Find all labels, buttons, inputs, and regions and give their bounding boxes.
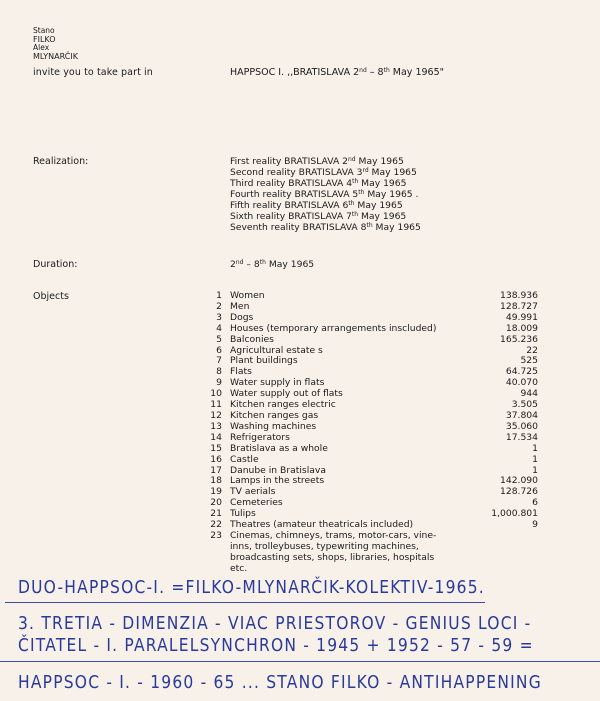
realization-item: First reality BRATISLAVA 2nd May 1965 — [230, 156, 404, 167]
object-name: Bratislava as a whole — [230, 442, 328, 454]
duration-label: Duration: — [33, 259, 78, 270]
object-name: Dogs — [230, 311, 254, 323]
object-count: 138.936 — [500, 290, 538, 301]
object-count: 18.009 — [505, 322, 538, 334]
object-name: Theatres (amateur theatricals included) — [230, 519, 414, 531]
objects-table — [200, 291, 538, 575]
object-name: Kitchen ranges electric — [230, 399, 336, 411]
object-name: Refrigerators — [230, 431, 290, 443]
object-number: 5 — [216, 333, 222, 345]
object-name: Cemeteries — [230, 497, 283, 509]
object-name: Flats — [230, 366, 252, 378]
object-count: 1 — [532, 442, 538, 454]
object-name: Men — [230, 300, 250, 312]
invite-text: invite you to take part in — [33, 67, 153, 78]
object-row — [200, 291, 538, 302]
object-number: 20 — [210, 497, 222, 509]
object-row — [200, 324, 538, 335]
object-count: 64.725 — [505, 366, 538, 378]
object-row — [200, 531, 538, 575]
author-first-name: Stano — [33, 26, 55, 35]
author-last-name: FILKO — [33, 34, 56, 44]
object-row — [200, 335, 538, 346]
object-name: Lamps in the streets — [230, 475, 325, 487]
object-name: TV aerials — [230, 486, 276, 498]
object-count: 17.534 — [505, 431, 538, 443]
object-count: 525 — [520, 355, 538, 367]
object-number: 13 — [210, 420, 222, 432]
object-count: 128.726 — [500, 486, 538, 498]
object-count: 1,000.801 — [491, 508, 538, 520]
handwritten-line-1: DUO-HAPPSOC-I. =FILKO-MLYNARČIK-KOLEKTIV-1965. — [18, 577, 485, 598]
object-number: 19 — [210, 486, 222, 498]
object-name: Washing machines — [230, 420, 317, 432]
object-count: 35.060 — [505, 420, 538, 432]
handwritten-underline-1 — [5, 602, 485, 603]
object-name: Danube in Bratislava — [230, 464, 326, 476]
object-name: Agricultural estate s — [230, 344, 323, 356]
authors-block — [33, 27, 78, 61]
object-name: Plant buildings — [230, 355, 298, 367]
handwritten-underline-2 — [0, 661, 600, 662]
object-number: 2 — [216, 300, 222, 312]
object-number: 18 — [210, 475, 222, 487]
object-number: 11 — [210, 399, 222, 411]
realization-item: Fifth reality BRATISLAVA 6th May 1965 — [230, 200, 403, 211]
object-count: 40.070 — [505, 377, 538, 389]
object-name: Water supply in flats — [230, 377, 325, 389]
object-count: 128.727 — [500, 300, 538, 312]
object-count: 22 — [526, 344, 538, 356]
object-number: 1 — [216, 290, 222, 301]
object-name: Tulips — [230, 508, 256, 520]
realization-list — [230, 156, 421, 233]
object-name: Balconies — [230, 333, 274, 345]
author-last-name: MLYNARČIK — [33, 51, 78, 61]
object-name: Women — [230, 290, 265, 301]
object-count: 37.804 — [505, 409, 538, 421]
object-number: 23 — [210, 529, 222, 541]
object-number: 17 — [210, 464, 222, 476]
object-number: 14 — [210, 431, 222, 443]
object-name: Houses (temporary arrangements inscluded) — [230, 322, 437, 334]
handwritten-line-3: ČITATEL - I. PARALELSYNCHRON - 1945 + 1952 - 57 - 59 = — [18, 635, 534, 656]
objects-label: Objects — [33, 291, 69, 302]
object-number: 15 — [210, 442, 222, 454]
handwritten-line-4: HAPPSOC - I. - 1960 - 65 ... STANO FILKO - ANTIHAPPENING — [18, 672, 542, 693]
object-count: 3.505 — [511, 399, 538, 411]
object-number: 21 — [210, 508, 222, 520]
object-count: 49.991 — [505, 311, 538, 323]
object-count: 1 — [532, 464, 538, 476]
realization-item: Fourth reality BRATISLAVA 5th May 1965 . — [230, 189, 419, 200]
object-count: 165.236 — [500, 333, 538, 345]
object-number: 12 — [210, 409, 222, 421]
object-number: 16 — [210, 453, 222, 465]
object-number: 22 — [210, 519, 222, 531]
realization-item: Seventh reality BRATISLAVA 8th May 1965 — [230, 222, 421, 233]
object-count: 6 — [532, 497, 538, 509]
object-number: 6 — [216, 344, 222, 356]
realization-item: Second reality BRATISLAVA 3rd May 1965 — [230, 167, 417, 178]
object-number: 10 — [210, 388, 222, 400]
handwritten-line-2: 3. TRETIA - DIMENZIA - VIAC PRIESTOROV - GENIUS LOCI - — [18, 613, 532, 634]
event-title: HAPPSOC I. ,,BRATISLAVA 2nd – 8th May 1965" — [230, 67, 444, 78]
object-name: Water supply out of flats — [230, 388, 343, 400]
object-number: 9 — [216, 377, 222, 389]
realization-label: Realization: — [33, 156, 89, 167]
object-number: 8 — [216, 366, 222, 378]
author-first-name: Alex — [33, 43, 50, 53]
realization-item: Third reality BRATISLAVA 4th May 1965 — [230, 178, 407, 189]
realization-item: Sixth reality BRATISLAVA 7th May 1965 — [230, 211, 407, 222]
object-number: 3 — [216, 311, 222, 323]
object-number: 4 — [216, 322, 222, 334]
object-name: Kitchen ranges gas — [230, 409, 319, 421]
object-count: 142.090 — [500, 475, 538, 487]
object-number: 7 — [216, 355, 222, 367]
object-name: Cinemas, chimneys, trams, motor-cars, vine-inns, trolleybuses, typewriting machines, broadcasting sets, shops, libraries, hospitals etc. — [230, 529, 437, 574]
object-count: 9 — [532, 519, 538, 531]
object-count: 944 — [520, 388, 538, 400]
object-row — [200, 444, 538, 455]
object-name: Castle — [230, 453, 259, 465]
duration-value: 2nd – 8th May 1965 — [230, 259, 315, 270]
object-row — [200, 455, 538, 466]
object-count: 1 — [532, 453, 538, 465]
object-count — [458, 531, 538, 575]
